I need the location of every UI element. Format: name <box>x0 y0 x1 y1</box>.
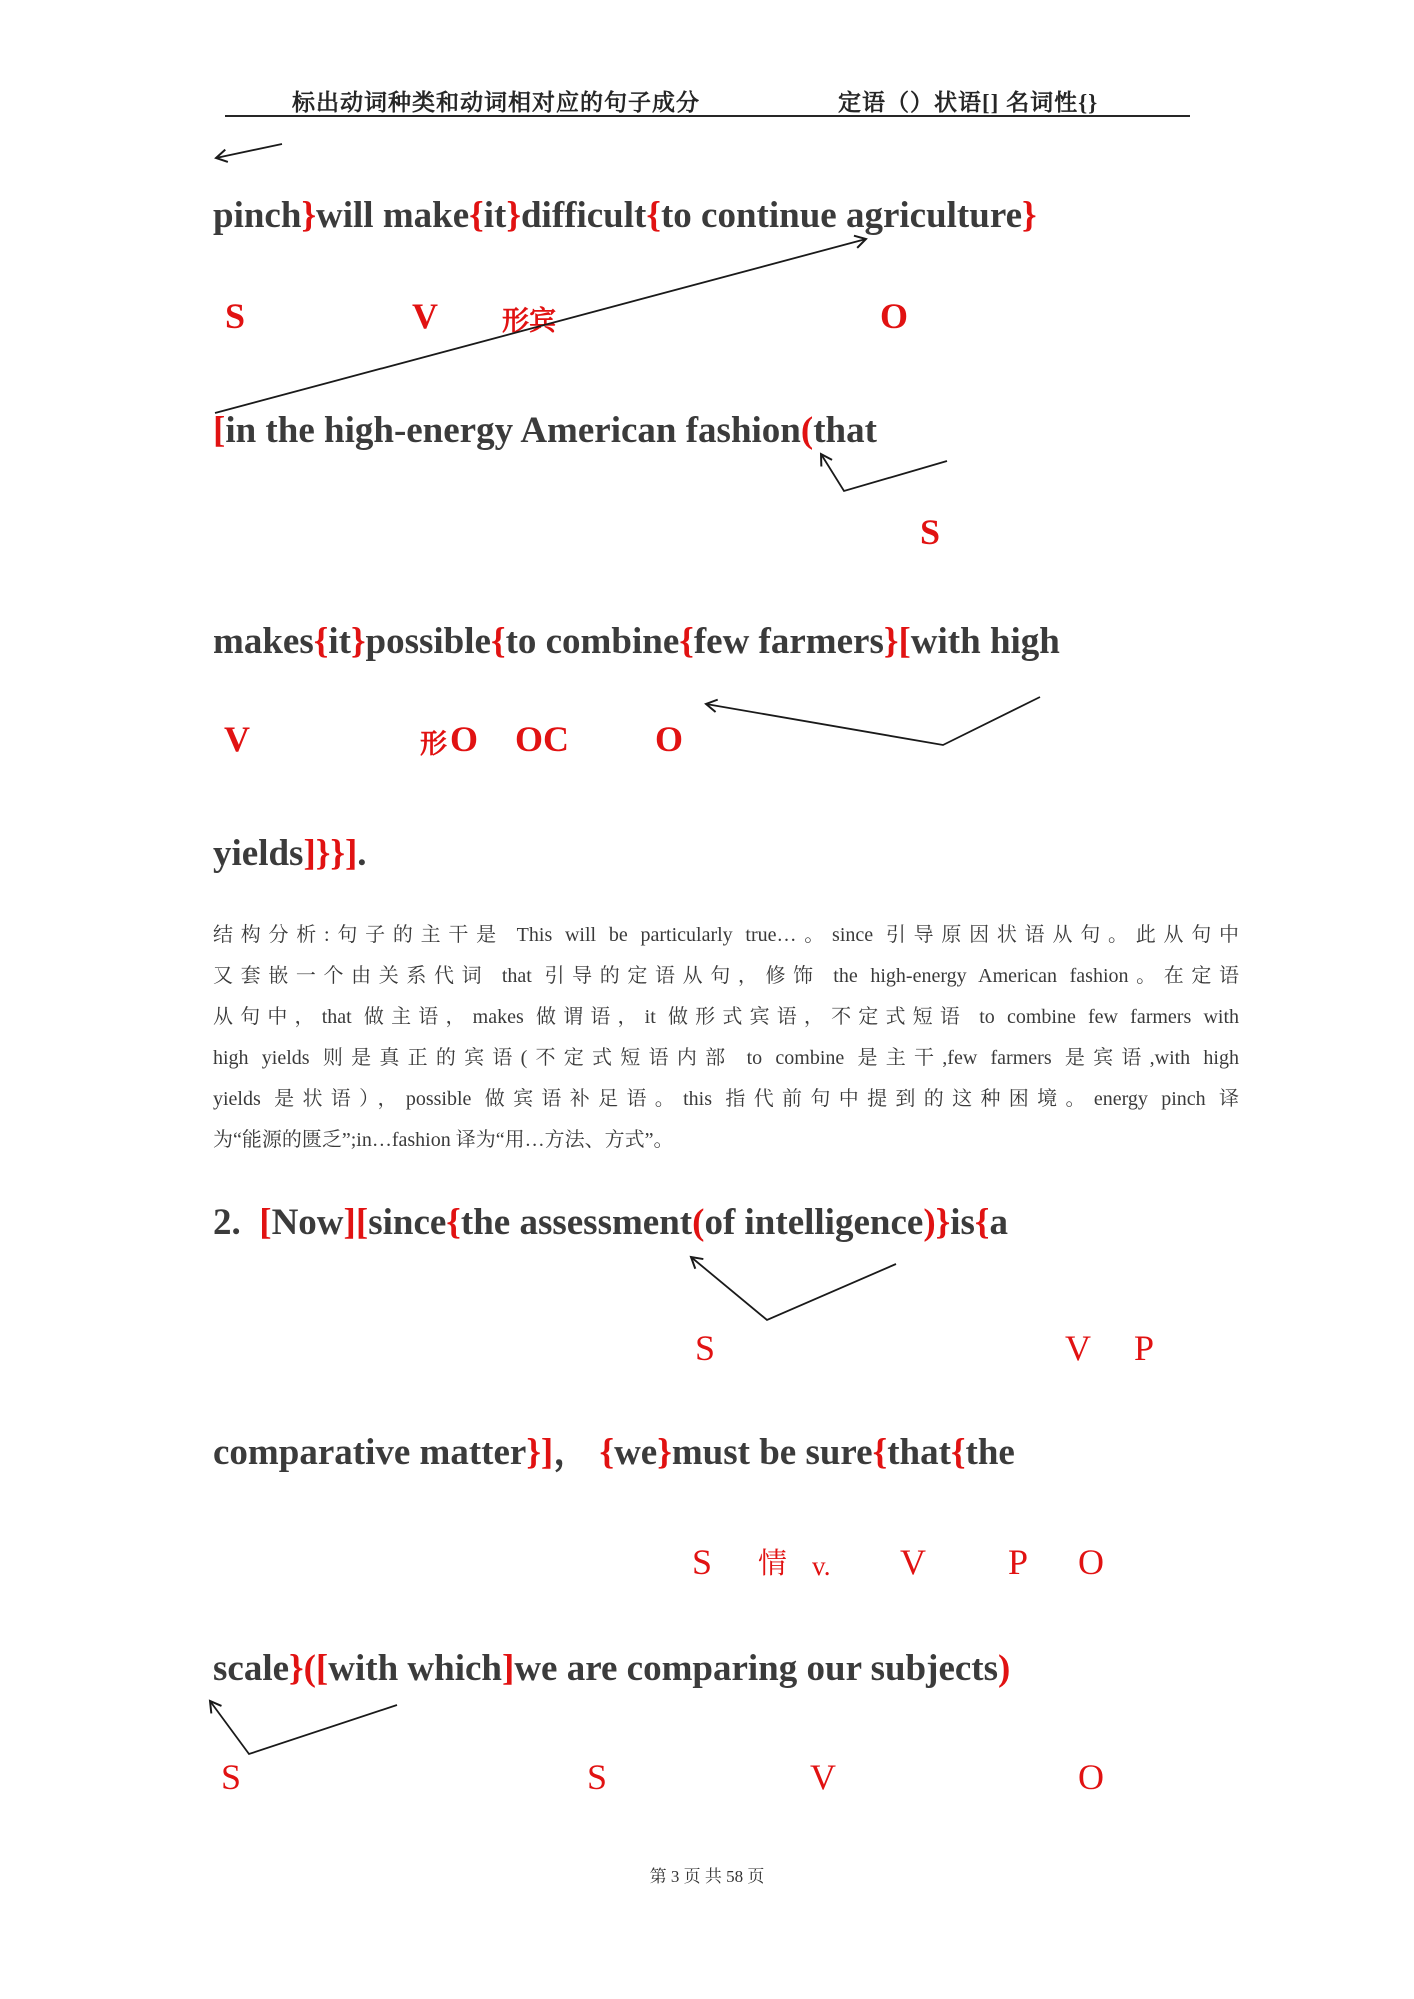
bracket-delimiter: ( <box>800 410 814 451</box>
text-segment: to continue agriculture <box>660 195 1023 236</box>
grammar-label: S <box>692 1542 713 1582</box>
arrow-to-pinch <box>216 144 282 158</box>
analysis-line: 又套嵌一个由关系代词 that 引导的定语从句，修饰 the high-energy American fashion。在定语 <box>213 965 1239 987</box>
header-rule <box>225 115 1190 117</box>
analysis-line: 为“能源的匮乏”;in…fashion 译为“用…方法、方式”。 <box>213 1129 674 1151</box>
bracket-delimiter: { <box>646 195 661 236</box>
text-segment: that <box>887 1432 951 1473</box>
text-segment: difficult <box>520 195 647 236</box>
bracket-delimiter: ][ <box>343 1202 369 1243</box>
text-segment: to combine <box>505 621 680 662</box>
text-segment: ， <box>553 1432 600 1473</box>
bracket-delimiter: { <box>950 1432 966 1473</box>
grammar-label: S <box>920 512 941 552</box>
arrow-to-combine <box>706 697 1040 745</box>
text-segment: that <box>813 410 877 451</box>
bracket-delimiter: } <box>883 621 899 662</box>
arrow-to-scale <box>210 1701 397 1754</box>
text-segment: yields <box>213 833 304 874</box>
text-segment: in the high-energy American fashion <box>225 410 801 451</box>
bracket-delimiter: { <box>679 621 694 662</box>
bracket-delimiter: } <box>350 621 366 662</box>
grammar-label: P <box>1008 1542 1029 1582</box>
grammar-label: S <box>221 1757 242 1797</box>
grammar-label: OC <box>515 719 569 759</box>
bracket-delimiter: [ <box>898 621 911 662</box>
grammar-label: O <box>880 296 909 336</box>
sentence1-line3 <box>213 619 1060 665</box>
arrow-adverbial-to-verb-phrase <box>215 239 866 413</box>
text-segment: must be sure <box>671 1432 873 1473</box>
grammar-label: V <box>1065 1328 1091 1368</box>
grammar-label: O <box>450 719 479 759</box>
page-number: 第 3 页 共 58 页 <box>649 1867 765 1886</box>
text-segment: comparative matter <box>213 1432 527 1473</box>
header-title: 标出动词种类和动词相对应的句子成分 <box>292 90 700 115</box>
analysis-line: 结构分析:句子的主干是 This will be particularly true…。since 引导原因状语从句。此从句中 <box>213 924 1239 946</box>
bracket-delimiter: }([ <box>289 1648 329 1689</box>
bracket-delimiter: { <box>313 621 329 662</box>
text-segment: we are comparing our subjects <box>514 1648 999 1689</box>
grammar-label: V <box>224 719 250 759</box>
analysis-line: 从句中，that 做主语，makes 做谓语，it 做形式宾语，不定式短语 to combine few farmers with <box>213 1006 1239 1028</box>
analysis-line: yields 是状语），possible 做宾语补足语。this 指代前句中提到的这种困境。energy pinch 译 <box>213 1088 1239 1110</box>
bracket-delimiter: }] <box>526 1432 554 1473</box>
text-segment: we <box>614 1432 658 1473</box>
text-segment: since <box>368 1202 447 1243</box>
bracket-delimiter: { <box>469 195 484 236</box>
bracket-delimiter: } <box>1022 195 1037 236</box>
bracket-delimiter: ) <box>998 1648 1011 1689</box>
grammar-label: V <box>810 1757 836 1797</box>
text-segment: scale <box>213 1648 290 1689</box>
bracket-delimiter: ]}}] <box>303 833 358 874</box>
bracket-delimiter: { <box>446 1202 461 1243</box>
text-segment: of intelligence <box>704 1202 924 1243</box>
sentence2-line1 <box>213 1200 1008 1246</box>
text-segment: with which <box>328 1648 502 1689</box>
grammar-label: P <box>1134 1328 1155 1368</box>
text-segment: is <box>950 1202 975 1243</box>
bracket-delimiter: { <box>974 1202 990 1243</box>
text-segment: pinch <box>213 195 302 236</box>
grammar-label: v. <box>812 1551 831 1581</box>
text-segment: makes <box>213 621 314 662</box>
sentence1-line2 <box>213 408 877 454</box>
text-segment: with high <box>910 621 1060 662</box>
text-segment: a <box>989 1202 1008 1243</box>
sentence2-line3 <box>213 1646 1010 1692</box>
arrow-to-assessment <box>691 1257 896 1320</box>
bracket-delimiter: } <box>506 195 521 236</box>
grammar-label: S <box>695 1328 716 1368</box>
text-segment: the assessment <box>460 1202 693 1243</box>
sentence1-line1 <box>213 193 1037 239</box>
analysis-line: high yields 则是真正的宾语(不定式短语内部 to combine 是主干,few farmers 是宾语,with high <box>213 1047 1239 1069</box>
grammar-label: S <box>225 296 246 336</box>
bracket-delimiter: { <box>872 1432 888 1473</box>
grammar-label: V <box>900 1542 926 1582</box>
grammar-label: S <box>587 1757 608 1797</box>
bracket-delimiter: { <box>599 1432 615 1473</box>
text-segment: the <box>965 1432 1015 1473</box>
text-segment: possible <box>365 621 491 662</box>
text-segment: it <box>328 621 351 662</box>
bracket-delimiter: } <box>301 195 317 236</box>
bracket-delimiter: [ <box>259 1202 272 1243</box>
sentence2-line2 <box>213 1430 1015 1476</box>
text-segment: few farmers <box>693 621 884 662</box>
grammar-label: 情 <box>758 1548 788 1580</box>
bracket-delimiter: } <box>657 1432 672 1473</box>
grammar-label: O <box>1078 1757 1104 1797</box>
grammar-label: O <box>655 719 684 759</box>
bracket-delimiter: ( <box>692 1202 705 1243</box>
sentence1-line4 <box>213 831 367 877</box>
grammar-label: V <box>412 296 438 336</box>
text-segment: 2. <box>213 1202 260 1243</box>
text-segment: . <box>357 833 367 874</box>
bracket-delimiter: [ <box>213 410 226 451</box>
grammar-label: 形宾 <box>502 306 556 336</box>
grammar-label: 形 <box>420 729 447 759</box>
text-segment: will make <box>316 195 470 236</box>
bracket-delimiter: ] <box>502 1648 515 1689</box>
grammar-label: O <box>1078 1542 1104 1582</box>
bracket-delimiter: { <box>490 621 506 662</box>
arrow-to-fashion <box>821 454 947 491</box>
text-segment: it <box>483 195 507 236</box>
bracket-delimiter: )} <box>923 1202 951 1243</box>
header-legend: 定语（）状语[] 名词性{} <box>838 90 1099 115</box>
text-segment: Now <box>271 1202 344 1243</box>
